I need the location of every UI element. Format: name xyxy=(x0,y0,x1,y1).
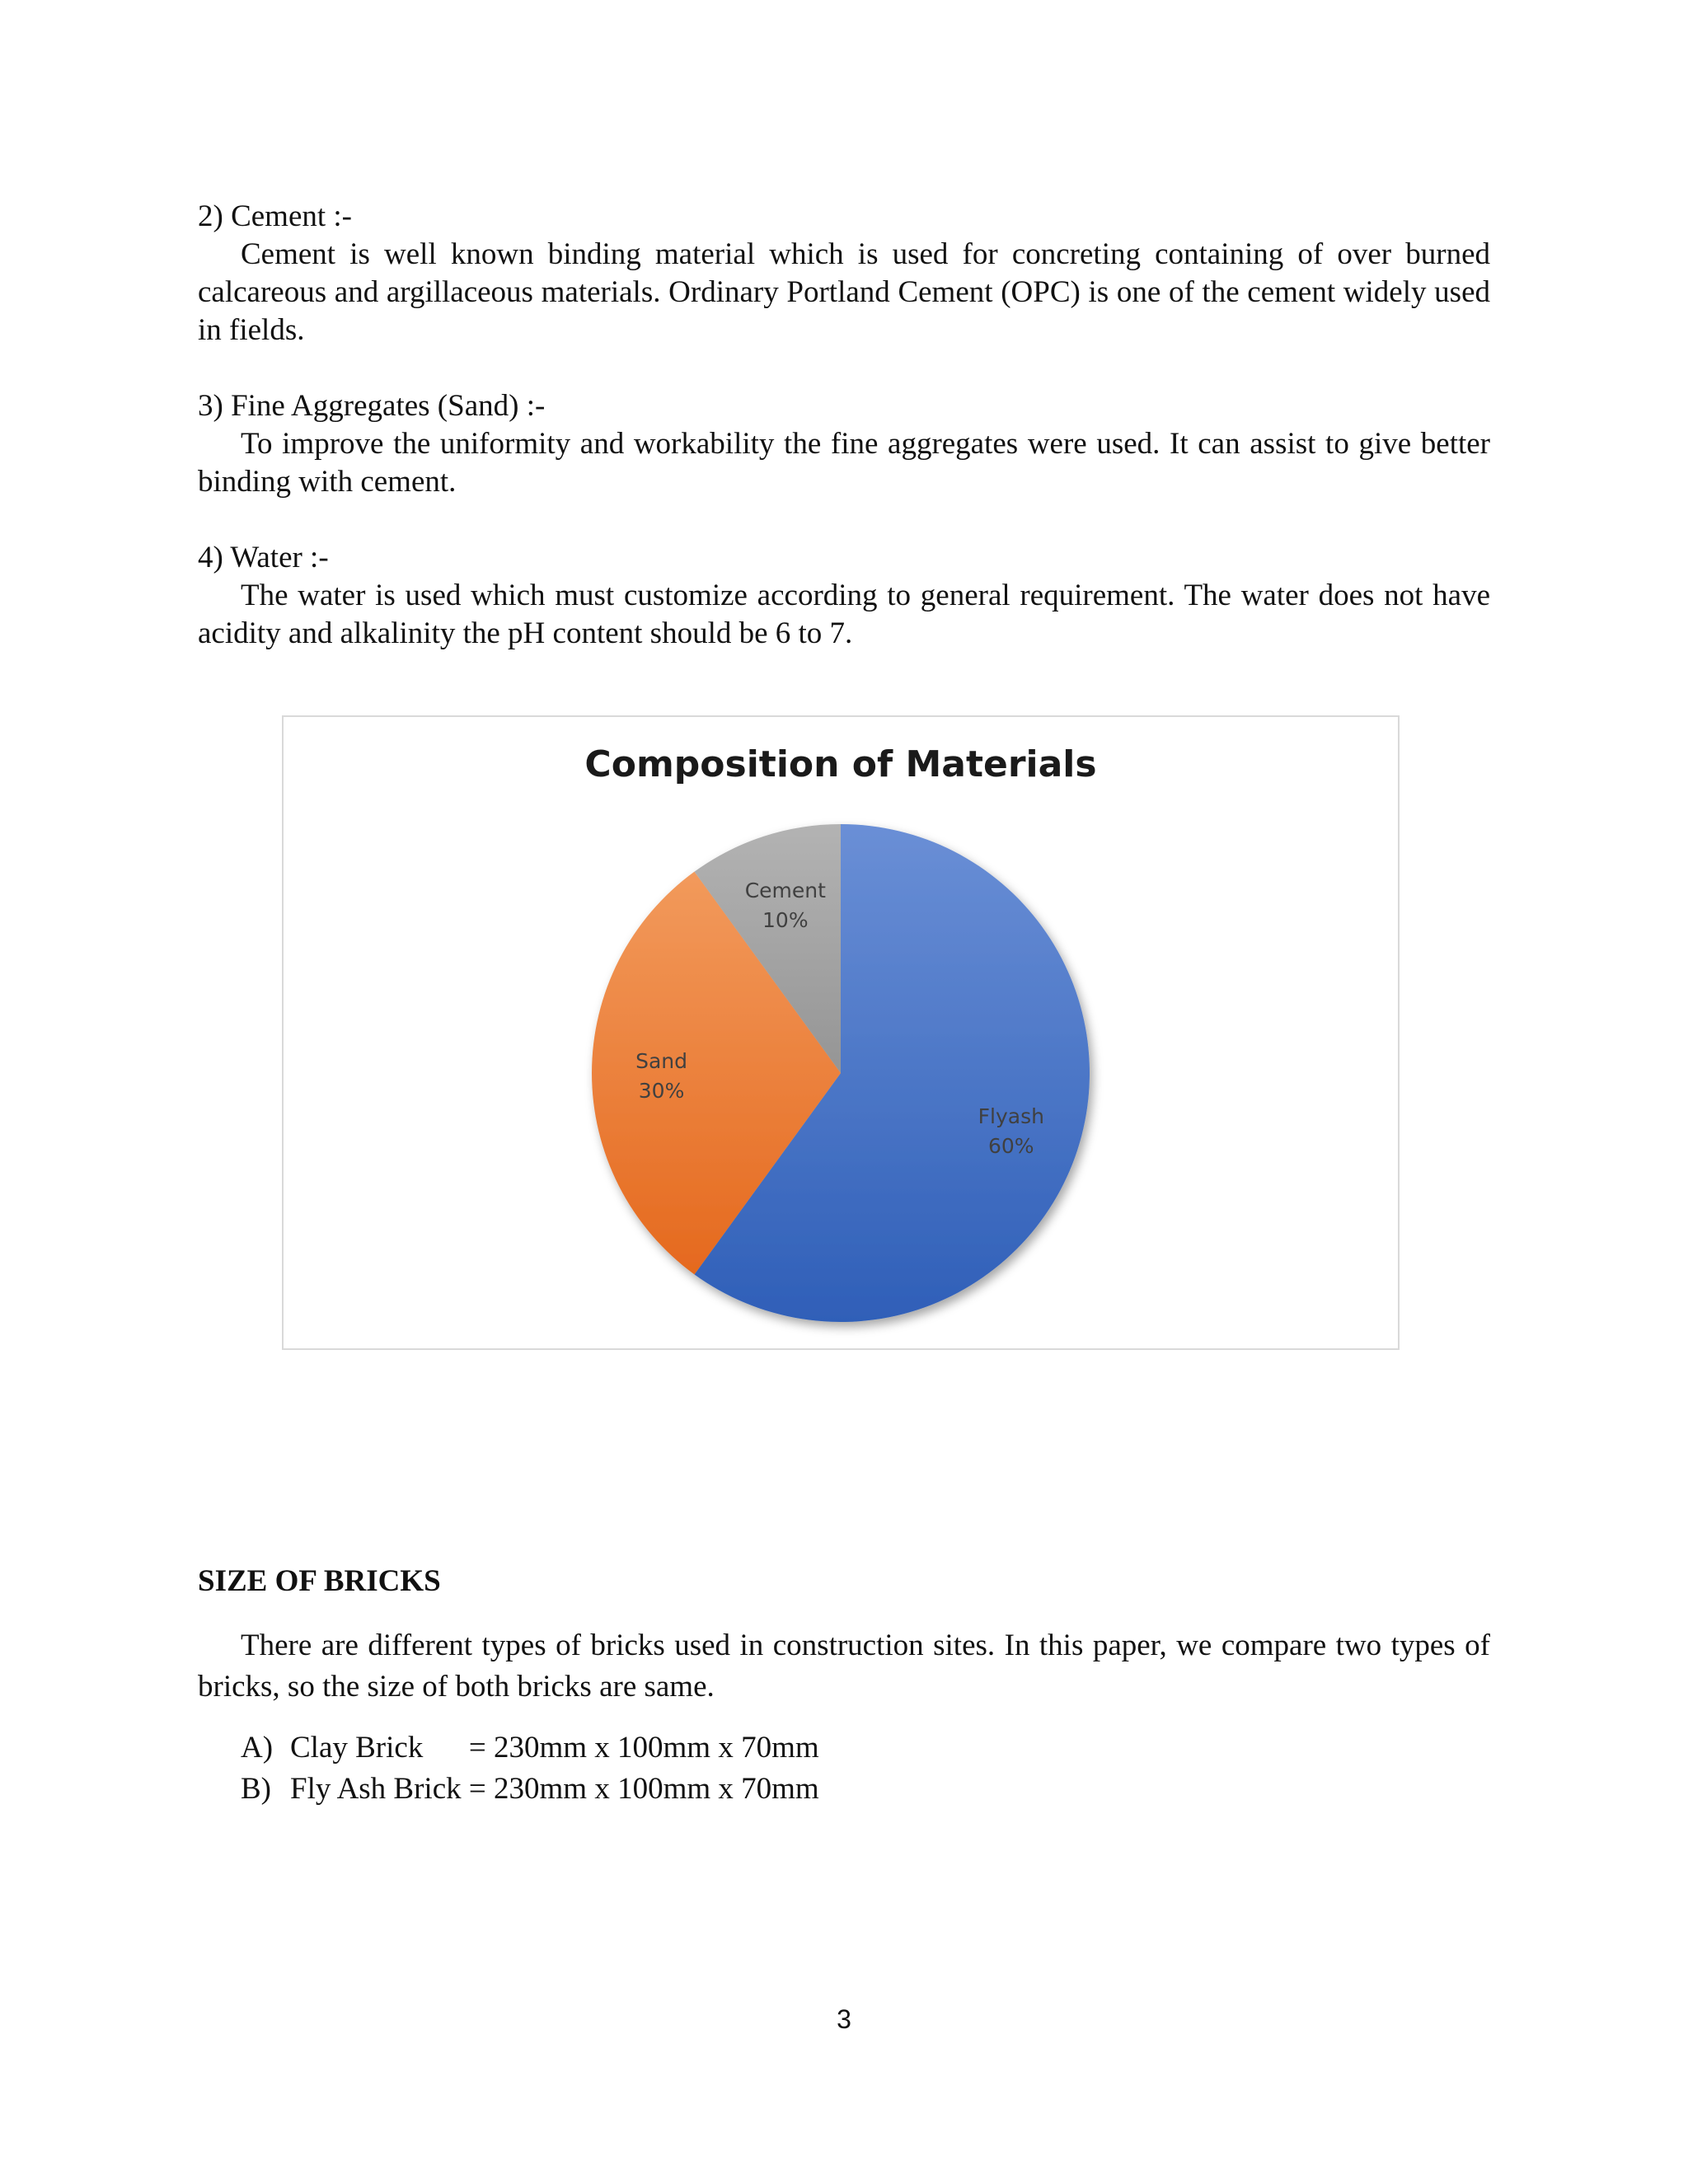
slice-value-label: 10% xyxy=(762,908,809,933)
pie-chart xyxy=(284,717,1398,1348)
chart-title: Composition of Materials xyxy=(584,743,1097,785)
section-heading: SIZE OF BRICKS xyxy=(198,1564,441,1598)
section-body: The water is used which must customize according to general requirement. The water does not have acidity and alkalinity the pH content should be 6 to 7. xyxy=(198,579,1490,650)
section-title: 4) Water :- xyxy=(198,541,329,574)
list-text: Clay Brick = 230mm x 100mm x 70mm xyxy=(290,1731,819,1765)
list-text: Fly Ash Brick = 230mm x 100mm x 70mm xyxy=(290,1772,819,1806)
slice-category-label: Flyash xyxy=(978,1104,1044,1129)
slice-value-label: 30% xyxy=(638,1079,685,1103)
section-title: 2) Cement :- xyxy=(198,199,353,233)
list-marker: B) xyxy=(241,1772,271,1806)
section-fine-aggregates xyxy=(198,387,1490,501)
slice-category-label: Sand xyxy=(635,1049,688,1073)
section-body: There are different types of bricks used in construction sites. In this paper, we compare two types of bricks, so the size of both bricks are same. xyxy=(198,1629,1490,1704)
section-title: 3) Fine Aggregates (Sand) :- xyxy=(198,389,546,423)
slice-value-label: 60% xyxy=(988,1134,1034,1159)
pie-chart-figure xyxy=(282,715,1400,1350)
brick-size-list xyxy=(198,1727,1490,1818)
section-body: To improve the uniformity and workability the fine aggregates were used. It can assist to give better binding with cement. xyxy=(198,427,1490,499)
size-section-body-wrap xyxy=(198,1625,1490,1708)
list-marker: A) xyxy=(241,1731,274,1765)
section-water xyxy=(198,539,1490,653)
section-body: Cement is well known binding material which is used for concreting containing of over burned calcareous and argillaceous materials. Ordinary Portland Cement (OPC) is one of the cement widely used in fields. xyxy=(198,237,1490,347)
section-cement xyxy=(198,198,1490,349)
slice-category-label: Cement xyxy=(744,879,826,903)
list-item xyxy=(198,1727,1490,1769)
page-number: 3 xyxy=(837,2004,851,2034)
list-item xyxy=(198,1769,1490,1810)
section-size-of-bricks xyxy=(198,1563,1490,1601)
